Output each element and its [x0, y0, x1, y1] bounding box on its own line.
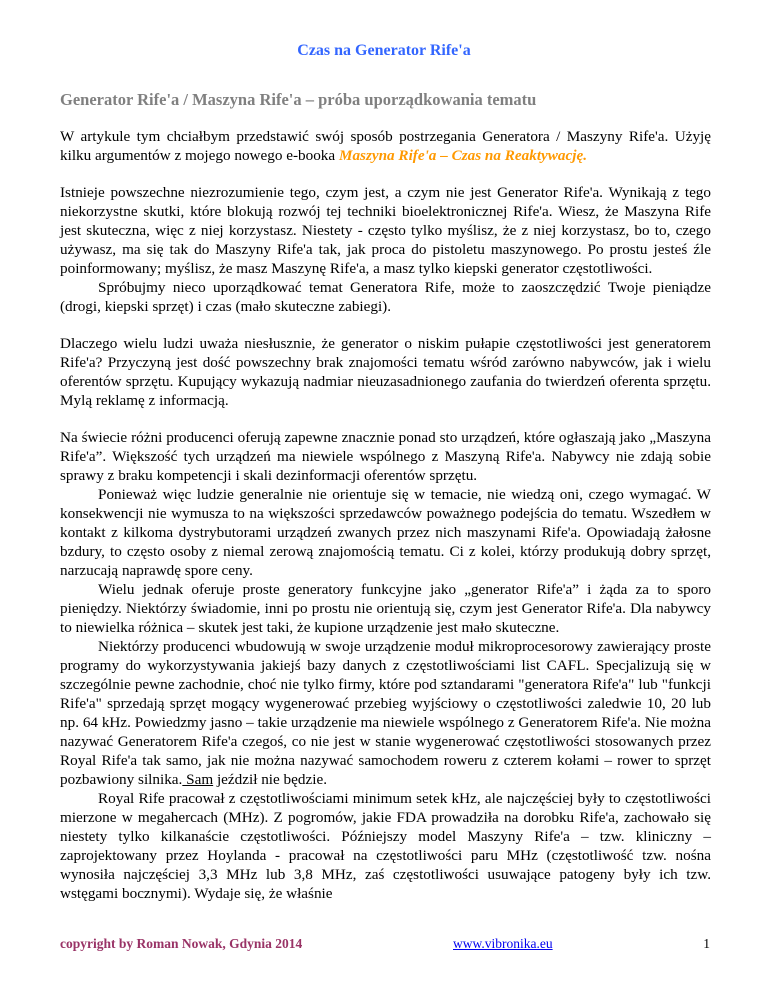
paragraph-7 [60, 637, 711, 789]
website-link[interactable]: www.vibronika.eu [453, 936, 553, 951]
paragraph-3: Dlaczego wielu ludzi uważa niesłusznie, że generator o niskim pułapie częstotliwości jest generatorem Rife'a? Przyczyną jest dość powszechny brak znajomości tematu wśród zarówno nabywców, jak i wielu oferentów sprzętu. Kupujący wykazują nadmiar nieuzasadnionego zaufania do twierdzeń oferenta sprzętu. Mylą reklamę z informacją. [60, 335, 711, 409]
document-body [60, 90, 711, 903]
section-heading: Generator Rife'a / Maszyna Rife'a – próba uporządkowania tematu [60, 90, 537, 109]
paragraph-4: Na świecie różni producenci oferują zapewne znacznie ponad sto urządzeń, które ogłaszają jako „Maszyna Rife'a”. Większość tych urządzeń ma niewiele wspólnego z Maszyną Rife'a. Nabywcy nie zdają sobie sprawy z braku kompetencji i skali dezinformacji oferentów sprzętu. [60, 429, 711, 484]
intro-paragraph [60, 127, 711, 165]
page-number: 1 [703, 936, 710, 951]
paragraph-7-end: jeździł nie będzie. [213, 771, 327, 788]
paragraph-5: Ponieważ więc ludzie generalnie nie orientuje się w temacie, nie wiedzą oni, czego wymagać. W konsekwencji nie wymusza to na większości sprzedawców poważnego podejścia do tematu. Wszedłem w kontakt z kilkoma dystrybutorami urządzeń zwanych przez nich maszynami Rife'a. Opowiadają żałosne bzdury, to często osoby z niemal zerową znajomością tematu. Ci z kolei, którzy produkują dobry sprzęt, narzucają naprawdę spore ceny. [60, 486, 711, 579]
paragraph-6: Wielu jednak oferuje proste generatory funkcyjne jako „generator Rife'a” i żąda za to sporo pieniędzy. Niektórzy świadomie, inni po prostu nie orientują się, czym jest Generator Rife'a. Dla nabywcy to niewielka różnica – skutek jest taki, że kupione urządzenie jest mało skuteczne. [60, 581, 711, 636]
intro-text: W artykule tym chciałbym przedstawić swój sposób postrzegania Generatora / Maszyny Rife'a. Użyję kilku argumentów z mojego nowego e-booka [60, 128, 711, 164]
paragraph-1: Istnieje powszechne niezrozumienie tego, czym jest, a czym nie jest Generator Rife'a. Wynikają z tego niekorzystne skutki, które blokują rozwój tej techniki bioelektronicznej Rife'a. Wiesz, że Maszyna Rife jest skuteczna, więc z niej korzystasz. Niestety - często tylko myślisz, że z niej korzystasz, bo to, czego używasz, ma się tak do Maszyny Rife'a tak, jak proca do pistoletu maszynowego. Po prostu jesteś źle poinformowany; myślisz, że masz Maszynę Rife'a, a masz tylko kiepski generator częstotliwości. [60, 184, 711, 277]
ebook-title: Maszyna Rife'a – Czas na Reaktywację. [338, 147, 588, 164]
paragraph-8: Royal Rife pracował z częstotliwościami minimum setek kHz, ale najczęściej były to częstotliwości mierzone w megahercach (MHz). Z pogromów, jakie FDA prowadziła na dorobku Rife'a, zachowało się niestety tylko kilkanaście częstotliwości. Późniejszy model Maszyny Rife'a – tzw. kliniczny – zaprojektowany przez Hoylanda - pracował na częstotliwości paru MHz (częstotliwość tzw. nośna wynosiła najczęściej 3,3 MHz lub 3,8 MHz, zaś częstotliwości usuwające patogeny były ich tzw. wstęgami bocznymi). Wydaje się, że właśnie [60, 790, 711, 902]
paragraph-2: Spróbujmy nieco uporządkować temat Generatora Rife, może to zaoszczędzić Twoje pieniądze (drogi, kiepski sprzęt) i czas (mało skuteczne zabiegi). [60, 279, 711, 315]
document-title: Czas na Generator Rife'a [297, 42, 471, 59]
underlined-word: Sam [182, 771, 214, 788]
paragraph-7-text: Niektórzy producenci wbudowują w swoje urządzenie moduł mikroprocesorowy zawierający proste programy do wykorzystywania jakiejś bazy danych z częstotliwościami list CAFL. Specjalizują się w szczególnie pewne zachodnie, choć nie tylko firmy, które pod sztandarami "generatora Rife'a" lub "funkcji Rife'a" sprzedają sprzęt mogący wygenerować przebieg wyjściowy o częstotliwości zaledwie 10, 20 lub np. 64 kHz. Powiedzmy jasno – takie urządzenie ma niewiele wspólnego z Generatorem Rife'a. Nie można nazywać Generatorem Rife'a czegoś, co nie jest w stanie wygenerować częstotliwości stosowanych przez Royal Rife'a tak samo, jak nie można nazywać samochodem roweru z czterem kołami – rower to sprzęt pozbawiony silnika. [60, 638, 711, 788]
page-footer [60, 936, 710, 956]
copyright-text: copyright by Roman Nowak, Gdynia 2014 [60, 936, 303, 951]
